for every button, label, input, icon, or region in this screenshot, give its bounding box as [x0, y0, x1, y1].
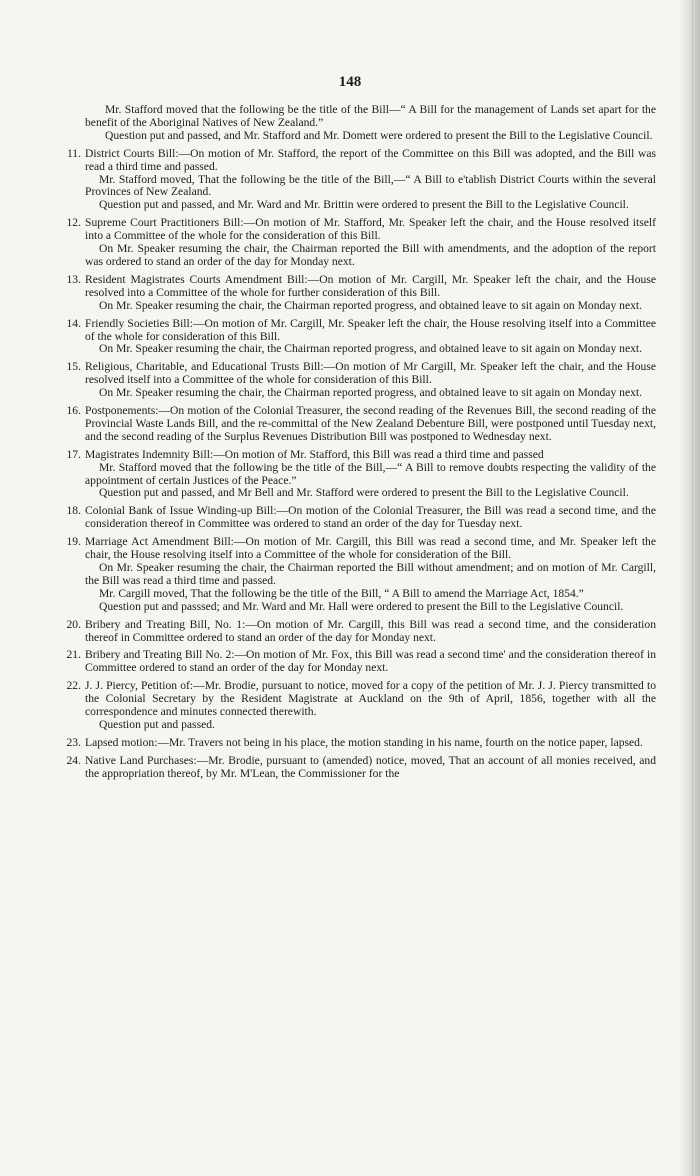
entry-body: [85, 148, 656, 213]
journal-content: [52, 104, 656, 781]
page-edge-shadow: [678, 0, 700, 1176]
entry-number: 21.: [66, 648, 81, 662]
entry-body: [85, 449, 656, 501]
journal-entry: [52, 649, 656, 675]
entry-body: [85, 361, 656, 400]
journal-entry: [52, 536, 656, 613]
entry-paragraph: Question put and passed, and Mr Bell and Mr. Stafford were ordered to present the Bill to the Legislative Council.: [99, 486, 629, 500]
journal-entry: [52, 737, 656, 750]
entry-number: 18.: [66, 504, 81, 518]
entries-list: [52, 148, 656, 781]
entry-paragraph: Question put and passed, and Mr. Ward and Mr. Brittin were ordered to present the Bill to the Legislative Council.: [99, 198, 629, 212]
intro-paragraph: Mr. Stafford moved that the following be the title of the Bill—“ A Bill for the management of Lands set apart for the benefit of the Aboriginal Natives of New Zealand.”: [85, 103, 656, 129]
entry-body: [85, 318, 656, 357]
entry-heading-paragraph: Postponements:—On motion of the Colonial Treasurer, the second reading of the Revenues Bill, the second reading of the Provincial Waste Lands Bill, and the re-committal of the New Zealand Debenture Bill, were postponed until Tuesday next, and the second reading of the Surplus Revenues Distribution Bill was postponed to Wednesday next.: [85, 404, 656, 443]
entry-body: [85, 217, 656, 269]
entry-number: 11.: [66, 146, 81, 160]
entry-paragraph: Question put and passsed; and Mr. Ward and Mr. Hall were ordered to present the Bill to the Legislative Council.: [99, 599, 624, 613]
journal-entry: [52, 680, 656, 732]
entry-number: 24.: [66, 753, 81, 767]
intro-paragraph: Question put and passed, and Mr. Stafford and Mr. Domett were ordered to present the Bill to the Legislative Council.: [105, 128, 653, 142]
entry-body: [85, 649, 656, 675]
journal-entry: [52, 148, 656, 213]
entry-heading-paragraph: J. J. Piercy, Petition of:—Mr. Brodie, pursuant to notice, moved for a copy of the petition of Mr. J. J. Piercy transmitted to the Colonial Secretary by the Resident Magistrate at Auckland on the 9th of April, 1856, together with all the correspondence and minutes connected therewith.: [85, 679, 656, 719]
entry-number: 23.: [66, 735, 81, 749]
journal-entry: [52, 318, 656, 357]
journal-entry: [52, 361, 656, 400]
entry-paragraph: Mr. Stafford moved that the following be the title of the Bill,—“ A Bill to remove doubts respecting the validity of the appointment of certain Justices of the Peace.”: [85, 460, 656, 487]
entry-body: [85, 505, 656, 531]
entry-number: 20.: [66, 617, 81, 631]
entry-heading-paragraph: Lapsed motion:—Mr. Travers not being in his place, the motion standing in his name, fourth on the notice paper, lapsed.: [85, 735, 643, 749]
entry-body: [85, 536, 656, 613]
entry-heading-paragraph: Religious, Charitable, and Educational Trusts Bill:—On motion of Mr Cargill, Mr. Speaker left the chair, and the House resolved itself into a Committee of the whole for consideration of this Bill.: [85, 360, 656, 387]
entry-paragraph: Mr. Stafford moved, That the following be the title of the Bill,—“ A Bill to e'tablish District Courts within the several Provinces of New Zealand.: [85, 172, 656, 199]
entry-number: 15.: [66, 360, 81, 374]
entry-number: 16.: [66, 404, 81, 418]
entry-number: 22.: [66, 679, 81, 693]
entry-body: [85, 755, 656, 781]
intro-block: [52, 104, 656, 143]
entry-heading-paragraph: Friendly Societies Bill:—On motion of Mr. Cargill, Mr. Speaker left the chair, the House resolving itself into a Committee of the whole for consideration of this Bill.: [85, 316, 656, 343]
entry-paragraph: On Mr. Speaker resuming the chair, the Chairman reported the Bill without amendment; and on motion of Mr. Cargill, the Bill was read a third time and passed.: [85, 561, 656, 587]
entry-body: [85, 274, 656, 313]
journal-entry: [52, 449, 656, 501]
entry-body: [85, 680, 656, 732]
entry-number: 13.: [66, 272, 81, 286]
entry-number: 19.: [66, 535, 81, 549]
entry-heading-paragraph: Native Land Purchases:—Mr. Brodie, pursuant to (amended) notice, moved, That an account of all monies received, and the appropriation thereof, by Mr. M'Lean, the Commissioner for the: [85, 753, 656, 780]
journal-entry: [52, 619, 656, 645]
journal-entry: [52, 217, 656, 269]
entry-body: [85, 405, 656, 444]
page-number: 148: [338, 74, 362, 90]
journal-entry: [52, 274, 656, 313]
entry-paragraph: On Mr. Speaker resuming the chair, the Chairman reported progress, and obtained leave to sit again on Monday next.: [99, 298, 643, 312]
entry-heading-paragraph: Supreme Court Practitioners Bill:—On motion of Mr. Stafford, Mr. Speaker left the chair, and the House resolved itself into a Committee of the whole for the consideration of this Bill.: [85, 216, 656, 243]
journal-entry: [52, 505, 656, 531]
entry-body: [85, 619, 656, 645]
entry-paragraph: On Mr. Speaker resuming the chair, the Chairman reported progress, and obtained leave to sit again on Monday next.: [99, 342, 643, 356]
journal-entry: [52, 755, 656, 781]
entry-paragraph: On Mr. Speaker resuming the chair, the Chairman reported the Bill with amendments, and the adoption of the report was ordered to stand an order of the day for Monday next.: [85, 242, 656, 268]
entry-heading-paragraph: Bribery and Treating Bill, No. 1:—On motion of Mr. Cargill, this Bill was read a second time, and the consideration thereof in Committee ordered to stand an order of the day for Monday next.: [85, 617, 656, 644]
journal-entry: [52, 405, 656, 444]
entry-heading-paragraph: Colonial Bank of Issue Winding-up Bill:—On motion of the Colonial Treasurer, the Bill was read a second time, and the consideration thereof in Committee was ordered to stand an order of the day for Tuesday next.: [85, 504, 656, 531]
entry-number: 17.: [66, 447, 81, 461]
entry-heading-paragraph: District Courts Bill:—On motion of Mr. Stafford, the report of the Committee on this Bill was adopted, and the Bill was read a third time and passed.: [85, 146, 656, 173]
entry-paragraph: On Mr. Speaker resuming the chair, the Chairman reported progress, and obtained leave to sit again on Monday next.: [99, 386, 643, 400]
entry-number: 12.: [66, 216, 81, 230]
entry-body: [85, 737, 656, 750]
entry-heading-paragraph: Marriage Act Amendment Bill:—On motion of Mr. Cargill, this Bill was read a second time, and Mr. Speaker left the chair, the House resolving itself into a Committee of the whole for consideration of the Bill.: [85, 535, 656, 562]
entry-heading-paragraph: Resident Magistrates Courts Amendment Bill:—On motion of Mr. Cargill, Mr. Speaker left the chair, and the House resolved into a Committee of the whole for further consideration of this Bill.: [85, 272, 656, 299]
entry-number: 14.: [66, 316, 81, 330]
entry-paragraph: Question put and passed.: [99, 717, 215, 731]
entry-paragraph: Mr. Cargill moved, That the following be the title of the Bill, “ A Bill to amend the Marriage Act, 1854.”: [99, 586, 584, 600]
entry-heading-paragraph: Bribery and Treating Bill No. 2:—On motion of Mr. Fox, this Bill was read a second time' and the consideration thereof in Committee ordered to stand an order of the day for Monday next.: [85, 648, 656, 675]
entry-heading-paragraph: Magistrates Indemnity Bill:—On motion of Mr. Stafford, this Bill was read a third time and passed: [85, 447, 544, 461]
